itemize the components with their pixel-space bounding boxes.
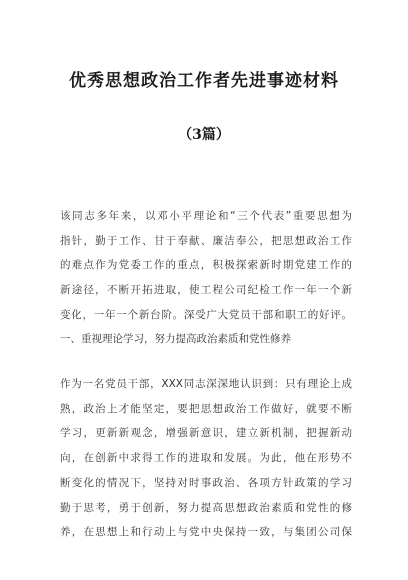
paragraph-line: 断变化的情况下，坚持对时事政治、各项方针政策的学习	[60, 476, 352, 489]
document-title: 优秀思想政治工作者先进事迹材料	[69, 71, 339, 91]
paragraph-line: 变化，一年一个新台阶。深受广大党员干部和职工的好评。	[60, 308, 352, 321]
paragraph-line: 指针，勤于工作、甘于奉献、廉洁奉公，把思想政治工作	[60, 234, 352, 247]
paragraph-line: 养，在思想上和行动上与党中央保持一致，与集团公司保	[60, 526, 352, 539]
paragraph-line: 熟，政治上才能坚定，要把思想政治工作做好，就要不断	[60, 402, 352, 415]
paragraph-intro	[60, 204, 352, 328]
paragraph-line: 作为一名党员干部，XXX同志深深地认识到：只有理论上成	[60, 378, 352, 390]
paragraph-line: 该同志多年来，以邓小平理论和“三个代表”重要思想为	[60, 210, 352, 222]
paragraph-line: 学习，更新新观念，增强新意识，建立新机制，把握新动	[60, 427, 352, 440]
paragraph-line: 新途径，不断开拓进取，使工程公司纪检工作一年一个新	[60, 284, 352, 297]
document-subtitle: （3篇）	[178, 127, 230, 143]
paragraph-section-one	[60, 372, 352, 545]
section-heading: 一、重视理论学习，努力提高政治素质和党性修养	[60, 333, 291, 345]
paragraph-line: 的难点作为党委工作的重点，积极探索新时期党建工作的	[60, 259, 352, 272]
paragraph-line: 勤于思考，勇于创新，努力提高思想政治素质和党性的修	[60, 501, 352, 514]
paragraph-line: 向，在创新中求得工作的进取和发展。为此，他在形势不	[60, 452, 352, 465]
